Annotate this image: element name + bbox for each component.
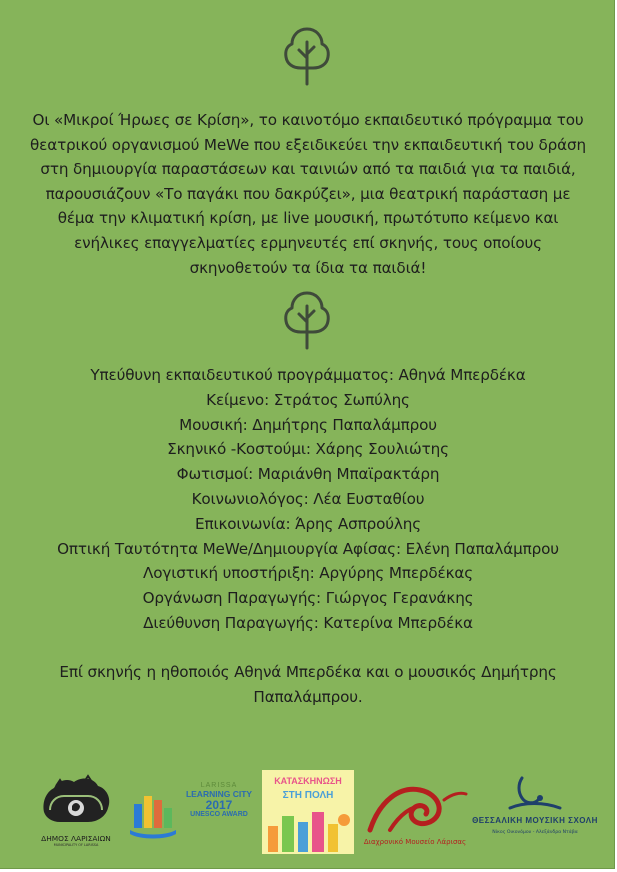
municipality-emblem-icon bbox=[36, 772, 116, 828]
credit-line: Οργάνωση Παραγωγής: Γιώργος Γερανάκης bbox=[142, 589, 474, 608]
credit-line: Οπτική Ταυτότητα MeWe/Δημιουργία Αφίσας: Ελένη Παπαλάμπρου bbox=[57, 539, 559, 558]
tree-icon bbox=[279, 288, 335, 352]
music-school-emblem-icon bbox=[504, 774, 564, 814]
learning-city-emblem-icon bbox=[128, 790, 178, 840]
learning-city-city: LARISSA bbox=[200, 782, 238, 789]
credit-line: Σκηνικό -Κοστούμι: Χάρης Σουλιώτης bbox=[167, 440, 449, 459]
sponsor-logos bbox=[0, 770, 614, 860]
learning-city-title: LEARNING CITY bbox=[185, 789, 253, 799]
music-school-sub: Νίκος Οικονόμου - Αλεξάνδρα Ντάβα bbox=[492, 830, 578, 835]
music-school-name: ΘΕΣΣΑΛΙΚΗ ΜΟΥΣΙΚΗ ΣΧΟΛΗ bbox=[472, 816, 598, 825]
kataskinosi-title-1: ΚΑΤΑΣΚΗΝΩΣΗ bbox=[274, 776, 342, 786]
music-school-logo bbox=[470, 774, 600, 854]
kataskinosi-title-2: ΣΤΗ ΠΟΛΗ bbox=[282, 790, 334, 801]
city-skyline-icon bbox=[262, 808, 354, 852]
credit-line: Υπεύθυνη εκπαιδευτικού προγράμματος: Αθηνά Μπερδέκα bbox=[90, 366, 526, 384]
museum-swirl-icon bbox=[360, 780, 470, 834]
learning-city-year: 2017 bbox=[205, 798, 233, 812]
dimos-sub: MUNICIPALITY OF LARISSA bbox=[53, 843, 99, 847]
credit-line: Λογιστική υποστήριξη: Αργύρης Μπερδέκας bbox=[143, 564, 473, 583]
credit-line: Κείμενο: Στράτος Σωπύλης bbox=[206, 390, 410, 409]
museum-logo bbox=[360, 780, 470, 852]
learning-city-award: UNESCO AWARD bbox=[190, 811, 248, 818]
intro-paragraph: Οι «Μικροί Ήρωες σε Κρίση», το καινοτόμο εκπαιδευτικό πρόγραμμα του θεατρικού οργανισμού MeWe που εξειδικεύει την εκπαιδευτική του δράση στη δημιουργία παραστάσεων και ταινιών από τα παιδιά για τα παιδιά, παρουσιάζουν «Το παγάκι που δακρύζει», μια θεατρική παράσταση με θέμα την κλιματική κρίση, με live μουσική, πρωτότυπο κείμενο και ενήλικες επαγγελματίες ερμηνευτές επί σκηνής, τους οποίους σκηνοθετούν τα ίδια τα παιδιά! bbox=[30, 111, 586, 277]
dimos-larissaion-logo bbox=[36, 772, 116, 850]
learning-city-logo bbox=[128, 782, 256, 852]
credit-line: Κοινωνιολόγος: Λέα Ευσταθίου bbox=[191, 489, 425, 508]
museum-name: Διαχρονικό Μουσείο Λάρισας bbox=[363, 838, 467, 846]
credit-line: Επικοινωνία: Άρης Ασπρούλης bbox=[195, 514, 421, 533]
onstage-note: Επί σκηνής η ηθοποιός Αθηνά Μπερδέκα και ο μουσικός Δημήτρης Παπαλάμπρου. bbox=[59, 663, 557, 706]
tree-icon bbox=[279, 24, 335, 88]
dimos-name: ΔΗΜΟΣ ΛΑΡΙΣΑΙΩΝ bbox=[41, 834, 111, 843]
credit-line: Φωτισμοί: Μαριάνθη Μπαϊρακτάρη bbox=[176, 465, 440, 484]
credit-line: Διεύθυνση Παραγωγής: Κατερίνα Μπερδέκα bbox=[143, 613, 473, 632]
credits-list bbox=[20, 363, 596, 636]
kataskinosi-logo bbox=[262, 770, 354, 854]
credit-line: Μουσική: Δημήτρης Παπαλάμπρου bbox=[179, 415, 437, 434]
